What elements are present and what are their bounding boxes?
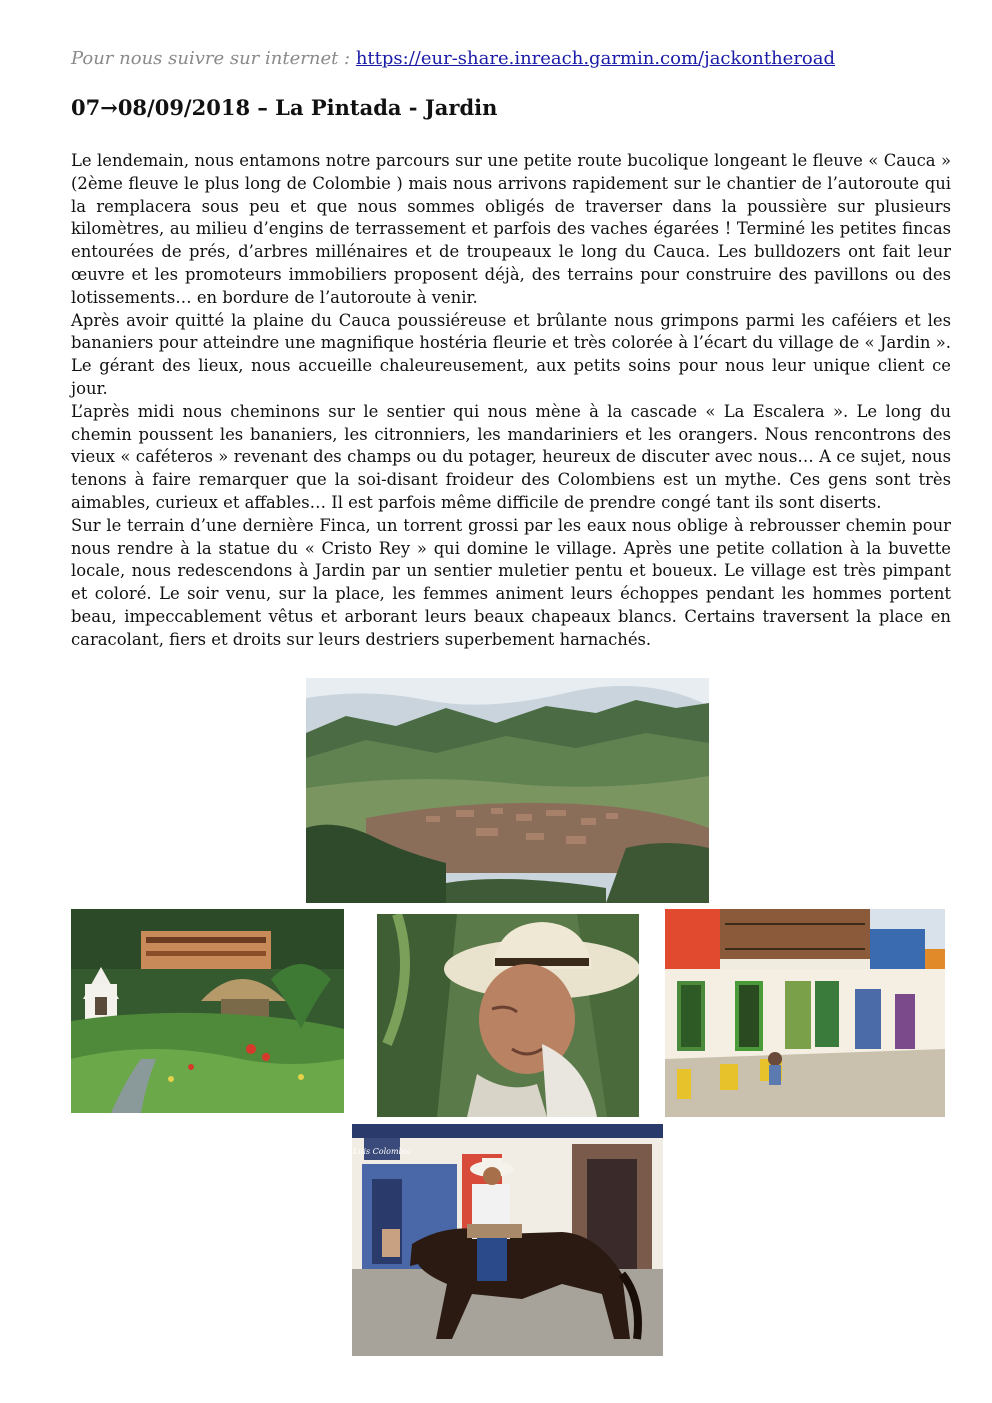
tracking-link[interactable]: https://eur-share.inreach.garmin.com/jackontheroad xyxy=(355,48,836,69)
page-title: 07→08/09/2018 – La Pintada - Jardin xyxy=(71,95,498,120)
valley-town-photo xyxy=(306,678,709,903)
paragraph: Sur le terrain d’une dernière Finca, un torrent grossi par les eaux nous oblige à rebrousser chemin pour nous rendre à la statue du « Cristo Rey » qui domine le village. Après une petite collation à la buvette locale, nous redescendons à Jardin par un sentier muletier pentu et boueux. Le village est très pimpant et coloré. Le soir venu, sur la place, les femmes animent leurs échoppes pendant les hommes portent beau, impeccablement vêtus et arborant leurs beaux chapeaux blancs. Certains traversent la place en caracolant, fiers et droits sur leurs destriers superbement harnachés. xyxy=(71,515,951,649)
paragraph: Après avoir quitté la plaine du Cauca poussiéreuse et brûlante nous grimpons parmi les caféiers et les bananiers pour atteindre une magnifique hostéria fleurie et très colorée à l’écart du village de « Jardin ». Le gérant des lieux, nous accueille chaleureusement, aux petits soins pour nous leur unique client ce jour. xyxy=(71,310,951,398)
cafetero-portrait-photo xyxy=(377,914,639,1117)
follow-line xyxy=(71,48,835,70)
article-body xyxy=(71,150,951,652)
paragraph: Le lendemain, nous entamons notre parcours sur une petite route bucolique longeant le fleuve « Cauca » (2ème fleuve le plus long de Colombie ) mais nous arrivons rapidement sur le chantier de l’autoroute qui la remplacera sous peu et que nous sommes obligés de traverser dans la poussière sur plusieurs kilomètres, au milieu d’engins de terrassement et parfois des vaches égarées ! Terminé les petites fincas entourées de prés, d’arbres millénaires et de troupeaux le long du Cauca. Les bulldozers ont fait leur œuvre et les promoteurs immobiliers proposent déjà, des terrains pour construire des pavillons ou des lotissements… en bordure de l’autoroute à venir. xyxy=(71,151,951,307)
shop-sign: Luis Colombia xyxy=(352,1147,412,1156)
garden-hosteria-photo xyxy=(71,909,344,1113)
colorful-street-photo xyxy=(665,909,945,1117)
horseman-photo xyxy=(352,1124,663,1356)
follow-label: Pour nous suivre sur internet : xyxy=(71,48,356,69)
paragraph: L’après midi nous cheminons sur le sentier qui nous mène à la cascade « La Escalera ». Le long du chemin poussent les bananiers, les citronniers, les mandariniers et les orangers. Nous rencontrons des vieux « caféteros » revenant des champs ou du potager, heureux de discuter avec nous… A ce sujet, nous tenons à faire remarquer que la soi-disant froideur des Colombiens est un mythe. Ces gens sont très aimables, curieux et affables… Il est parfois même difficile de prendre congé tant ils sont diserts. xyxy=(71,401,951,512)
